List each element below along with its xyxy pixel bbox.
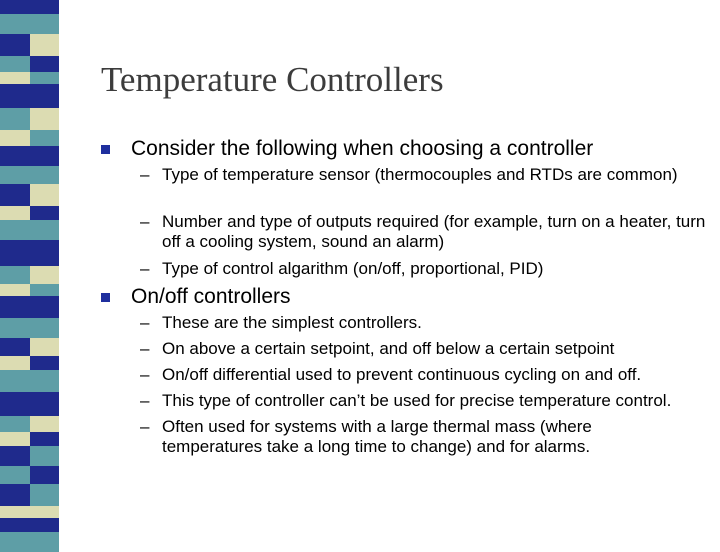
dash-marker: – [140,259,150,278]
dash-marker: – [140,212,150,231]
stripe-block [0,34,30,56]
bullet-1-sub-3: Type of control algarithm (on/off, proportional, PID) [162,259,544,278]
stripe-block [30,370,59,392]
stripe-block [30,446,59,466]
stripe-block [0,416,30,432]
dash-marker: – [140,165,150,184]
dash-marker: – [140,391,150,410]
stripe-block [0,14,30,34]
stripe-block [0,184,30,206]
bullet-2-sub-3: On/off differential used to prevent continuous cycling on and off. [162,365,642,384]
stripe-block [0,518,30,532]
stripe-block [0,130,30,146]
stripe-block [30,506,59,518]
bullet-2-sub-4: This type of controller can’t be used for precise temperature control. [162,391,672,410]
stripe-block [30,72,59,84]
bullet-2-sub-5: Often used for systems with a large thermal mass (where temperatures take a long time to change) and for alarms. [162,417,592,456]
stripe-block [30,518,59,532]
stripe-block [0,240,30,266]
stripe-block [0,506,30,518]
stripe-block [0,206,30,220]
stripe-block [0,108,30,130]
stripe-block [0,84,30,108]
bullet-1-sub-1: Type of temperature sensor (thermocouples and RTDs are common) [162,165,678,184]
stripe-block [30,220,59,240]
stripe-block [0,318,30,338]
stripe-block [0,432,30,446]
stripe-block [30,484,59,506]
stripe-block [30,14,59,34]
dash-marker: – [140,339,150,358]
stripe-block [0,220,30,240]
stripe-block [30,532,59,552]
stripe-block [0,466,30,484]
bullet-marker [101,145,110,154]
decorative-stripe-bar [0,0,59,540]
stripe-block [30,318,59,338]
stripe-block [30,284,59,296]
stripe-block [30,146,59,166]
stripe-block [0,146,30,166]
bullet-marker [101,293,110,302]
stripe-block [30,56,59,72]
stripe-block [30,240,59,266]
stripe-block [0,446,30,466]
stripe-block [30,466,59,484]
stripe-block [30,296,59,318]
stripe-block [0,166,30,184]
dash-marker: – [140,365,150,384]
stripe-block [30,392,59,416]
stripe-block [30,356,59,370]
bullet-2-sub-1: These are the simplest controllers. [162,313,422,332]
stripe-block [30,206,59,220]
bullet-2-sub-2: On above a certain setpoint, and off below a certain setpoint [162,339,615,358]
stripe-block [0,284,30,296]
stripe-block [0,338,30,356]
stripe-block [30,416,59,432]
stripe-block [0,532,30,552]
stripe-block [0,356,30,370]
stripe-block [0,296,30,318]
bullet-1-text: Consider the following when choosing a controller [131,137,594,160]
stripe-block [0,266,30,284]
stripe-block [30,166,59,184]
stripe-block [30,0,59,14]
stripe-block [0,56,30,72]
stripe-block [30,266,59,284]
bullet-2-text: On/off controllers [131,285,291,308]
stripe-block [30,432,59,446]
stripe-block [0,392,30,416]
stripe-block [30,34,59,56]
stripe-block [0,0,30,14]
dash-marker: – [140,417,150,436]
stripe-block [30,184,59,206]
stripe-block [30,338,59,356]
dash-marker: – [140,313,150,332]
stripe-block [0,370,30,392]
stripe-block [0,72,30,84]
stripe-block [30,108,59,130]
bullet-1-sub-2: Number and type of outputs required (for example, turn on a heater, turn off a cooling system, sound an alarm) [162,212,706,251]
stripe-block [0,484,30,506]
slide-title: Temperature Controllers [101,60,444,99]
stripe-block [30,130,59,146]
stripe-block [30,84,59,108]
